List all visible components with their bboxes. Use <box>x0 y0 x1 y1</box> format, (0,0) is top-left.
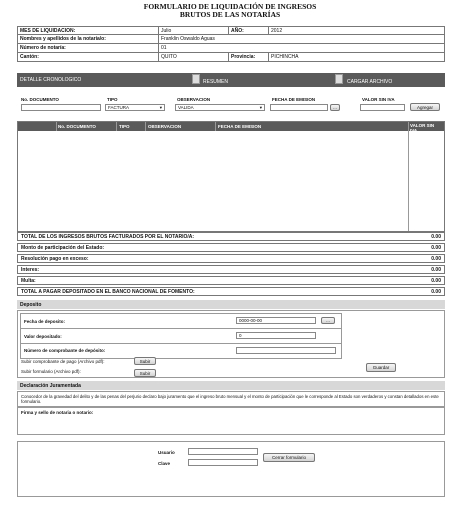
exceso-value: 0.00 <box>431 255 441 262</box>
entry-header-valor: VALOR SIN IVA <box>362 97 395 102</box>
nombre-row <box>17 35 445 44</box>
mes-row <box>17 26 445 35</box>
documento-input[interactable] <box>21 104 101 111</box>
participacion-row <box>17 243 445 252</box>
fecha-deposito-input[interactable]: 0000-00-00 <box>236 317 316 324</box>
tipo-select[interactable]: FACTURA ▾ <box>105 104 165 111</box>
declaracion-title: Declaración Juramentada <box>20 382 81 389</box>
fecha-emision-input[interactable] <box>270 104 328 111</box>
fecha-emision-picker-button[interactable]: ... <box>330 104 340 111</box>
entry-header-obs: OBSERVACION <box>177 97 211 102</box>
declaracion-text: Conocedor de la gravedad del delito y de las penas del perjurio declaro bajo juramento que el ingreso bruto mensual y el monto de participación que le corresponde al Estado son verdaderos y constan detallados en este formulario. <box>17 391 445 407</box>
subir-pago-label: Subir comprobante de pago (Archivo pdf): <box>21 359 105 364</box>
form-title-line1: FORMULARIO DE LIQUIDACIÓN DE INGRESOS <box>143 2 317 11</box>
participacion-value: 0.00 <box>431 244 441 251</box>
canton-label: Cantón: <box>20 54 39 60</box>
firma-label: Firma y sello de notaria o notario: <box>21 410 94 415</box>
multa-row <box>17 276 445 285</box>
interes-label: Interes: <box>21 266 40 273</box>
agregar-button[interactable]: Agregar <box>410 103 440 111</box>
entry-header-doc: No. DOCUMENTO <box>21 97 59 102</box>
total-label: TOTAL DE LOS INGRESOS BRUTOS FACTURADOS POR EL NOTARIO/A: <box>21 233 195 240</box>
guardar-button[interactable]: Guardar <box>366 363 396 372</box>
deposito-bar <box>17 300 445 309</box>
detalle-table-header <box>18 122 444 131</box>
deposito-title: Deposito <box>20 301 42 308</box>
declaracion-bar <box>17 381 445 390</box>
mes-label: MES DE LIQUIDACION: <box>20 27 76 34</box>
detalle-bar <box>17 73 445 87</box>
clave-label: Clave <box>158 461 171 466</box>
exceso-label: Resolución pago en exceso: <box>21 255 89 262</box>
resumen-link[interactable]: RESUMEN <box>203 79 229 85</box>
observacion-select[interactable]: VALIDA ▾ <box>175 104 265 111</box>
total-row <box>17 232 445 241</box>
anio-field[interactable]: 2012 <box>268 27 318 34</box>
provincia-label: Provincia: <box>231 54 256 60</box>
usuario-label: Usuario <box>158 450 175 455</box>
canton-row <box>17 53 445 62</box>
anio-label: AÑO: <box>231 27 244 34</box>
firma-box <box>17 407 445 435</box>
total-pagar-row <box>17 287 445 296</box>
nombre-label: Nombres y apellidos de la notaría/o: <box>20 36 106 42</box>
total-pagar-label: TOTAL A PAGAR DEPOSITADO EN EL BANCO NACIONAL DE FOMENTO: <box>21 288 195 295</box>
interes-row <box>17 265 445 274</box>
fecha-deposito-label: Fecha de deposito: <box>24 319 66 324</box>
numero-row <box>17 44 445 53</box>
col-header-doc: No. DOCUMENTO <box>58 124 96 129</box>
total-value: 0.00 <box>431 233 441 240</box>
participacion-label: Monto de participación del Estado: <box>21 244 105 251</box>
multa-label: Multa: <box>21 277 36 284</box>
entry-header-fecha: FECHA DE EMISION <box>272 97 316 102</box>
login-panel <box>17 441 445 497</box>
cerrar-formulario-button[interactable]: Cerrar formulario <box>263 453 315 462</box>
valor-input[interactable] <box>360 104 405 111</box>
resumen-icon[interactable] <box>192 74 200 84</box>
entry-headers <box>17 96 445 103</box>
deposito-panel <box>17 310 445 378</box>
form-title-line2: BRUTOS DE LAS NOTARÍAS <box>179 10 281 19</box>
valor-depositado-label: Valor depositado: <box>24 334 62 339</box>
multa-value: 0.00 <box>431 277 441 284</box>
col-header-obs: OBSERVACION <box>148 124 182 129</box>
cargar-archivo-icon[interactable] <box>335 74 343 84</box>
chevron-down-icon: ▾ <box>259 104 262 110</box>
total-pagar-value: 0.00 <box>431 288 441 295</box>
provincia-field[interactable]: PICHINCHA <box>268 53 328 61</box>
detalle-table <box>17 121 445 232</box>
usuario-input[interactable] <box>188 448 258 455</box>
numero-field[interactable]: 01 <box>158 44 318 52</box>
mes-field[interactable]: Julio <box>158 27 228 34</box>
detalle-title: DETALLE CRONOLOGICO <box>20 77 82 83</box>
chevron-down-icon: ▾ <box>159 104 162 110</box>
fecha-deposito-picker-button[interactable]: ... <box>321 317 335 324</box>
col-header-fecha: FECHA DE EMISION <box>218 124 262 129</box>
exceso-row <box>17 254 445 263</box>
subir-formulario-button[interactable]: Subir <box>134 369 156 377</box>
interes-value: 0.00 <box>431 266 441 273</box>
cargar-archivo-link[interactable]: CARGAR ARCHIVO <box>347 79 393 85</box>
entry-header-tipo: TIPO <box>107 97 118 102</box>
numero-comprobante-input[interactable] <box>236 347 336 354</box>
col-header-valor: VALOR SIN IVA <box>410 123 435 133</box>
numero-comprobante-label: Número de comprobante de depósito: <box>24 348 106 353</box>
col-header-tipo: TIPO <box>119 124 130 129</box>
clave-input[interactable] <box>188 459 258 466</box>
valor-depositado-input[interactable]: 0 <box>236 332 316 339</box>
nombre-field[interactable]: Franklin Oswaldo Aguas <box>158 35 318 43</box>
canton-field[interactable]: QUITO <box>158 53 228 61</box>
numero-label: Número de notaría: <box>20 45 66 51</box>
subir-pago-button[interactable]: Subir <box>134 357 156 365</box>
subir-formulario-label: Subir formulario (Archivo pdf): <box>21 369 81 374</box>
